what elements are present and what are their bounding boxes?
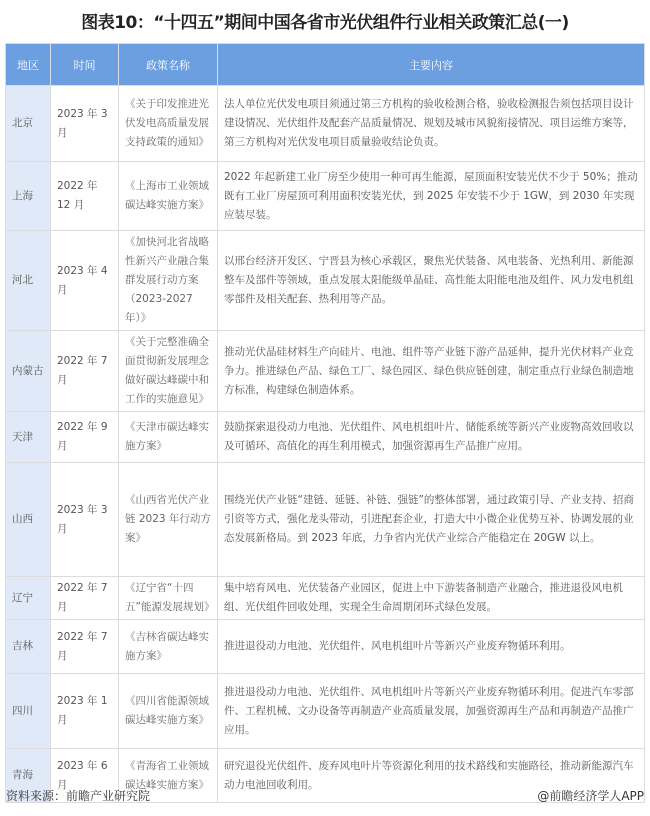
header-region: 地区 <box>6 44 51 86</box>
policy-cell: 《关于印发推进光伏发电高质量发展支持政策的通知》 <box>119 86 218 162</box>
content-cell: 法人单位光伏发电项目须通过第三方机构的验收检测合格，验收检测报告须包括项目设计建设情况、光伏组件及配套产品质量情况、规划及城市风貌衔接情况、项目运维方案等，第三方机构对光伏发电项目质量验收结论负责。 <box>218 86 645 162</box>
region-cell: 辽宁 <box>6 577 51 620</box>
content-cell: 推进退役动力电池、光伏组件、风电机组叶片等新兴产业废弃物循环利用。 <box>218 620 645 674</box>
region-cell: 上海 <box>6 162 51 231</box>
region-cell: 山西 <box>6 463 51 577</box>
region-cell: 青海 <box>6 749 51 803</box>
time-cell: 2022 年 7 月 <box>51 620 119 674</box>
table-row <box>6 620 645 674</box>
content-cell: 研究退役光伏组件、废弃风电叶片等资源化利用的技术路线和实施路径，推动新能源汽车动力电池回收利用。 <box>218 749 645 803</box>
region-cell: 北京 <box>6 86 51 162</box>
policy-cell: 《天津市碳达峰实施方案》 <box>119 412 218 463</box>
content-cell: 以邢台经济开发区、宁晋县为核心承载区，聚焦光伏装备、风电装备、光热利用、新能源整车及部件等领域，重点发展太阳能级单晶硅、高性能太阳能电池及组件、风力发电机组零部件及相关配套、热利用等产品。 <box>218 231 645 331</box>
policy-cell: 《加快河北省战略性新兴产业融合集群发展行动方案（2023-2027 年）》 <box>119 231 218 331</box>
table-row <box>6 412 645 463</box>
header-time: 时间 <box>51 44 119 86</box>
policy-cell: 《吉林省碳达峰实施方案》 <box>119 620 218 674</box>
table-row <box>6 577 645 620</box>
policy-cell: 《关于完整准确全面贯彻新发展理念做好碳达峰碳中和工作的实施意见》 <box>119 331 218 412</box>
header-policy: 政策名称 <box>119 44 218 86</box>
table-row <box>6 463 645 577</box>
region-cell: 天津 <box>6 412 51 463</box>
source-note: 资料来源：前瞻产业研究院 <box>6 789 151 803</box>
region-cell: 河北 <box>6 231 51 331</box>
policy-cell: 《上海市工业领域碳达峰实施方案》 <box>119 162 218 231</box>
time-cell: 2022 年 9 月 <box>51 412 119 463</box>
time-cell: 2023 年 6 月 <box>51 749 119 803</box>
policy-cell: 《青海省工业领域碳达峰实施方案》 <box>119 749 218 803</box>
policy-cell: 《山西省光伏产业链 2023 年行动方案》 <box>119 463 218 577</box>
table-row <box>6 331 645 412</box>
time-cell: 2022 年 7 月 <box>51 577 119 620</box>
policy-cell: 《辽宁省“十四五”能源发展规划》 <box>119 577 218 620</box>
time-cell: 2023 年 3 月 <box>51 86 119 162</box>
region-cell: 内蒙古 <box>6 331 51 412</box>
content-cell: 围绕光伏产业链“建链、延链、补链、强链”的整体部署，通过政策引导、产业支持、招商引资等方式，强化龙头带动，引进配套企业，打造大中小微企业优势互补、协调发展的业态发展新格局。到 2023 年底，力争省内光伏产业综合产能稳定在 20GW 以上。 <box>218 463 645 577</box>
time-cell: 2023 年 1 月 <box>51 674 119 749</box>
table-header-row <box>6 44 645 86</box>
time-cell: 2023 年 4 月 <box>51 231 119 331</box>
header-content: 主要内容 <box>218 44 645 86</box>
table-row <box>6 86 645 162</box>
content-cell: 推动光伏晶硅材料生产向硅片、电池、组件等产业链下游产品延伸，提升光伏材料产业竞争力。推进绿色产品、绿色工厂、绿色园区、绿色供应链创建，制定重点行业绿色制造地方标准，构建绿色制造体系。 <box>218 331 645 412</box>
time-cell: 2022 年 12 月 <box>51 162 119 231</box>
table-row <box>6 231 645 331</box>
credit-note: @前瞻经济学人APP <box>537 789 644 803</box>
region-cell: 吉林 <box>6 620 51 674</box>
time-cell: 2022 年 7 月 <box>51 331 119 412</box>
content-cell: 2022 年起新建工业厂房至少使用一种可再生能源，屋顶面积安装光伏不少于 50%；推动既有工业厂房屋顶可利用面积安装光伏，到 2025 年安装不少于 1GW，到 2030 年实现应装尽装。 <box>218 162 645 231</box>
content-cell: 推进退役动力电池、光伏组件、风电机组叶片等新兴产业废弃物循环利用。促进汽车零部件、工程机械、文办设备等再制造产业高质量发展，加强资源再生产品和再制造产品推广应用。 <box>218 674 645 749</box>
region-cell: 四川 <box>6 674 51 749</box>
policy-cell: 《四川省能源领域碳达峰实施方案》 <box>119 674 218 749</box>
time-cell: 2023 年 3 月 <box>51 463 119 577</box>
table-row <box>6 162 645 231</box>
content-cell: 集中培育风电、光伏装备产业园区，促进上中下游装备制造产业融合，推进退役风电机组、光伏组件回收处理，实现全生命周期闭环式绿色发展。 <box>218 577 645 620</box>
policy-table <box>5 43 645 803</box>
page-title: 图表10：“十四五”期间中国各省市光伏组件行业相关政策汇总(一) <box>81 13 569 33</box>
table-row <box>6 674 645 749</box>
content-cell: 鼓励探索退役动力电池、光伏组件、风电机组叶片、储能系统等新兴产业废物高效回收以及可循环、高值化的再生利用模式，加强资源再生产品推广应用。 <box>218 412 645 463</box>
